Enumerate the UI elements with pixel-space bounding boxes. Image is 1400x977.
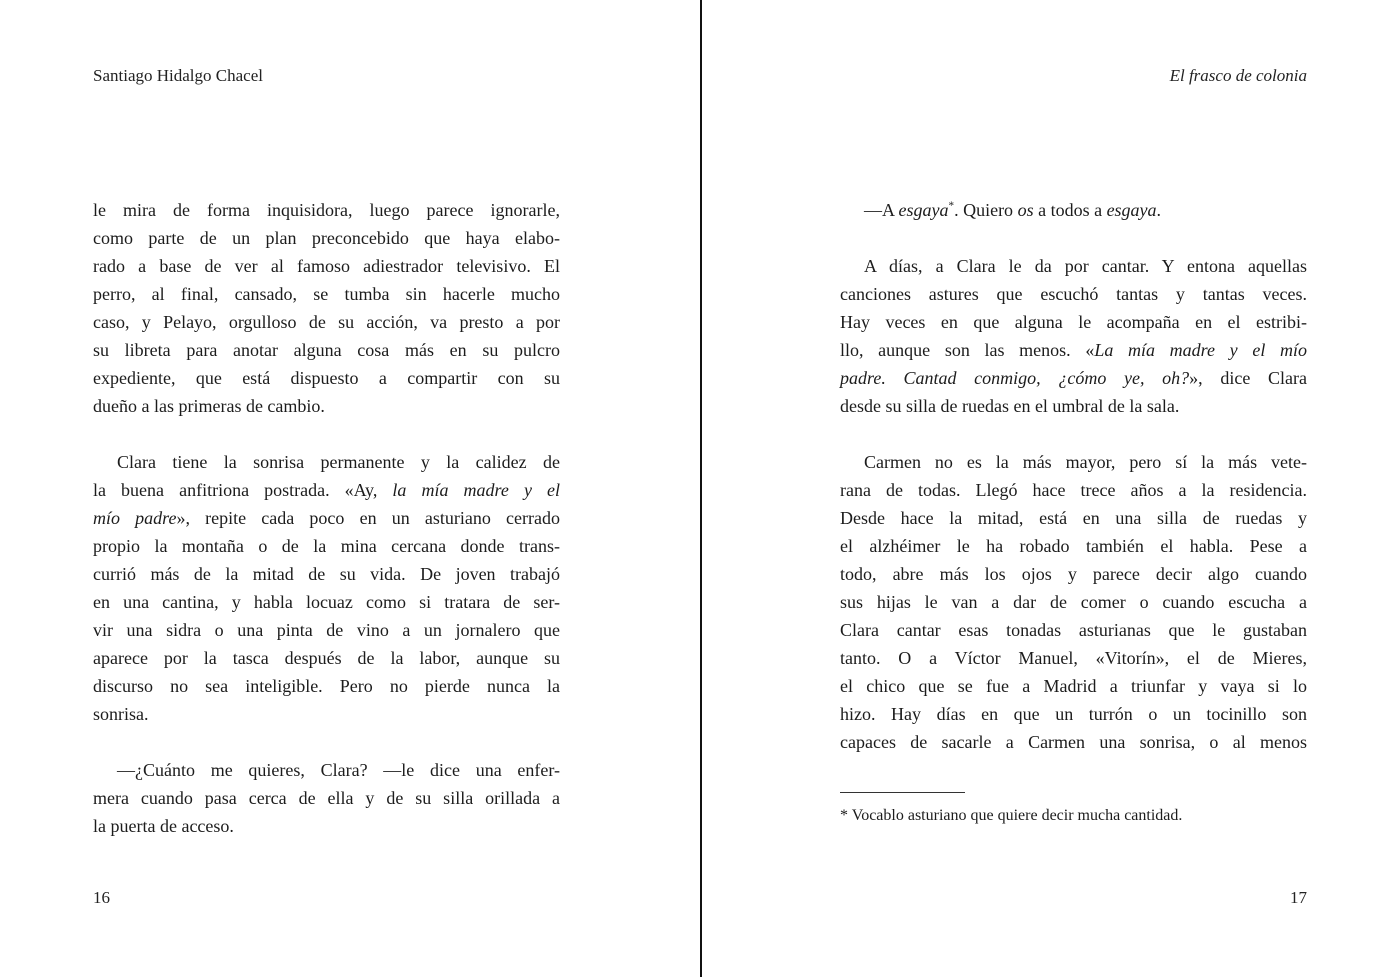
paragraph: [840, 252, 1307, 420]
page-number-left: 16: [93, 888, 110, 907]
text-line: [93, 308, 560, 336]
italic-run: mío padre: [93, 508, 177, 528]
text-line: [840, 700, 1307, 728]
paragraph: [93, 196, 560, 420]
page-spine-divider: [700, 0, 702, 977]
text-line: [840, 196, 1307, 224]
text-run: Clara cantar esas tonadas asturianas que le gustaban: [840, 620, 1307, 640]
paragraph: [840, 196, 1307, 224]
text-line: [93, 364, 560, 392]
text-run: Desde hace la mitad, está en una silla de ruedas y: [840, 508, 1307, 528]
text-line: [93, 700, 560, 728]
text-run: el alzhéimer le ha robado también el habla. Pese a: [840, 536, 1307, 556]
text-line: [840, 448, 1307, 476]
text-run: rado a base de ver al famoso adiestrador televisivo. El: [93, 256, 560, 276]
text-line: [840, 560, 1307, 588]
text-line: [840, 728, 1307, 756]
footnote-block: [840, 792, 1307, 827]
footnote-text: * Vocablo asturiano que quiere decir mucha cantidad.: [840, 807, 1183, 824]
paragraph: [93, 756, 560, 840]
text-run: Hay veces en que alguna le acompaña en el estribi-: [840, 312, 1307, 332]
text-line: [93, 532, 560, 560]
text-line: [93, 280, 560, 308]
text-run: sus hijas le van a dar de comer o cuando escucha a: [840, 592, 1307, 612]
text-run: llo, aunque son las menos. «: [840, 340, 1095, 360]
text-line: [840, 672, 1307, 700]
text-run: A días, a Clara le da por cantar. Y entona aquellas: [864, 256, 1307, 276]
italic-run: esgaya: [898, 200, 949, 220]
text-line: [93, 756, 560, 784]
text-run: . Quiero: [954, 200, 1018, 220]
text-run: —¿Cuánto me quieres, Clara? —le dice una enfer-: [117, 760, 560, 780]
text-line: [840, 616, 1307, 644]
text-run: currió más de la mitad de su vida. De joven trabajó: [93, 564, 560, 584]
footnote-marker: *: [948, 200, 955, 212]
text-line: [840, 504, 1307, 532]
text-line: [93, 504, 560, 532]
text-run: la puerta de acceso.: [93, 816, 234, 836]
text-line: [93, 812, 560, 840]
paragraph: [93, 448, 560, 728]
italic-run: la mía madre y el: [392, 480, 560, 500]
text-line: [840, 392, 1307, 420]
text-line: [93, 560, 560, 588]
text-run: caso, y Pelayo, orgulloso de su acción, va presto a por: [93, 312, 560, 332]
text-line: [840, 476, 1307, 504]
text-run: », repite cada poco en un asturiano cerrado: [176, 508, 561, 528]
text-line: [840, 532, 1307, 560]
text-run: expediente, que está dispuesto a compartir con su: [93, 368, 560, 388]
text-run: —A: [864, 200, 899, 220]
text-run: dueño a las primeras de cambio.: [93, 396, 325, 416]
italic-run: padre. Cantad conmigo, ¿cómo ye, oh?: [840, 368, 1190, 388]
text-run: rana de todas. Llegó hace trece años a la residencia.: [840, 480, 1307, 500]
text-run: propio la montaña o de la mina cercana donde trans-: [93, 536, 560, 556]
text-run: sonrisa.: [93, 704, 149, 724]
text-line: [840, 644, 1307, 672]
right-page-body: [840, 196, 1307, 756]
text-run: hizo. Hay días en que un turrón o un tocinillo son: [840, 704, 1307, 724]
text-line: [93, 588, 560, 616]
text-line: [93, 644, 560, 672]
text-run: en una cantina, y habla locuaz como si tratara de ser-: [93, 592, 560, 612]
text-line: [93, 252, 560, 280]
text-line: [840, 252, 1307, 280]
text-run: », dice Clara: [1189, 368, 1307, 388]
running-header-author: Santiago Hidalgo Chacel: [93, 66, 263, 85]
text-run: capaces de sacarle a Carmen una sonrisa, o al menos: [840, 732, 1307, 752]
text-run: su libreta para anotar alguna cosa más en su pulcro: [93, 340, 560, 360]
italic-run: La mía madre y el mío: [1094, 340, 1307, 360]
text-run: le mira de forma inquisidora, luego parece ignorarle,: [93, 200, 560, 220]
text-line: [93, 196, 560, 224]
text-run: aparece por la tasca después de la labor, aunque su: [93, 648, 560, 668]
text-line: [93, 224, 560, 252]
paragraph: [840, 448, 1307, 756]
text-line: [840, 588, 1307, 616]
text-run: canciones astures que escuchó tantas y tantas veces.: [840, 284, 1307, 304]
text-run: el chico que se fue a Madrid a triunfar y vaya si lo: [840, 676, 1307, 696]
text-line: [840, 280, 1307, 308]
text-run: Clara tiene la sonrisa permanente y la calidez de: [117, 452, 560, 472]
page-number-right: 17: [1290, 888, 1307, 907]
text-line: [840, 364, 1307, 392]
text-run: discurso no sea inteligible. Pero no pierde nunca la: [93, 676, 560, 696]
left-page-body: [93, 196, 560, 840]
text-run: Carmen no es la más mayor, pero sí la más vete-: [864, 452, 1307, 472]
text-line: [93, 616, 560, 644]
text-line: [840, 308, 1307, 336]
text-run: todo, abre más los ojos y parece decir algo cuando: [840, 564, 1307, 584]
text-line: [840, 336, 1307, 364]
text-run: .: [1156, 200, 1162, 220]
text-run: como parte de un plan preconcebido que haya elabo-: [93, 228, 560, 248]
text-run: a todos a: [1033, 200, 1107, 220]
running-header-book-title: El frasco de colonia: [1169, 66, 1307, 85]
text-line: [93, 672, 560, 700]
text-run: tanto. O a Víctor Manuel, «Vitorín», el de Mieres,: [840, 648, 1307, 668]
footnote-rule: [840, 792, 965, 793]
text-run: perro, al final, cansado, se tumba sin hacerle mucho: [93, 284, 560, 304]
text-run: la buena anfitriona postrada. «Ay,: [93, 480, 393, 500]
text-line: [93, 336, 560, 364]
text-run: desde su silla de ruedas en el umbral de la sala.: [840, 396, 1180, 416]
text-run: mera cuando pasa cerca de ella y de su silla orillada a: [93, 788, 560, 808]
text-line: [93, 392, 560, 420]
italic-run: esgaya: [1106, 200, 1157, 220]
text-run: vir una sidra o una pinta de vino a un jornalero que: [93, 620, 560, 640]
text-line: [93, 476, 560, 504]
italic-run: os: [1017, 200, 1034, 220]
text-line: [93, 448, 560, 476]
text-line: [93, 784, 560, 812]
